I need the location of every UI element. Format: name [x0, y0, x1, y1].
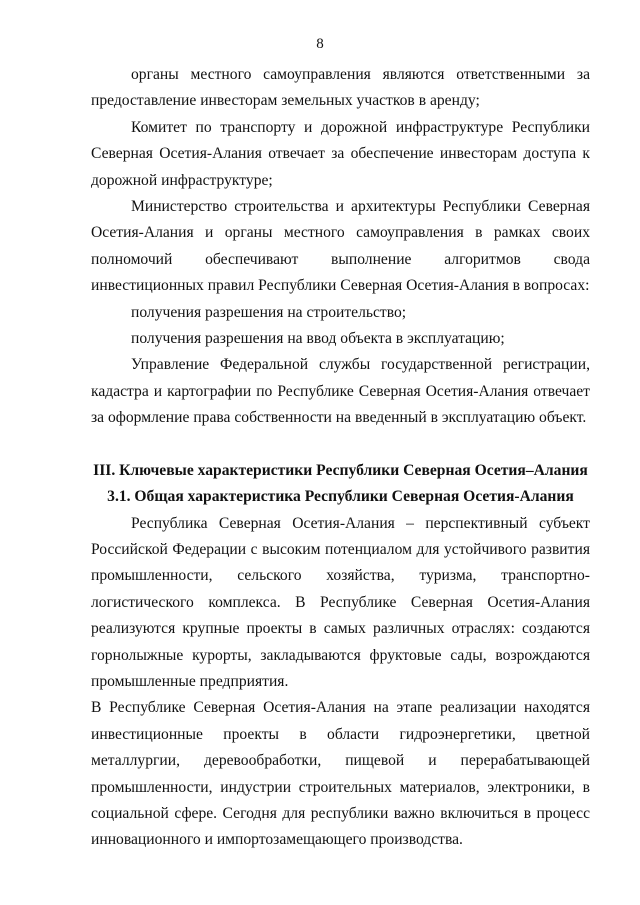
- paragraph-construction-ministry: Министерство строительства и архитектуры Республики Северная Осетия-Алания и органы местного самоуправления в рамках своих полномочий обеспечивают выполнение алгоритмов свода инвестиционных правил Республики Северная Осетия-Алания в вопросах:: [91, 198, 590, 295]
- paragraph-investment-projects: В Республике Северная Осетия-Алания на этапе реализации находятся инвестиционные проекты в области гидроэнергетики, цветной металлургии, деревообработки, пищевой и перерабатывающей промышленности, индустрии строительных материалов, электроники, в социальной сфере. Сегодня для республики важно включиться в процесс инновационного и импортозамещающего производства.: [91, 699, 590, 849]
- paragraph-general-characteristics: Республика Северная Осетия-Алания – перспективный субъект Российской Федерации с высоким потенциалом для устойчивого развития промышленности, сельского хозяйства, туризма, транспортно-логистического комплекса. В Республике Северная Осетия-Алания реализуются крупные проекты в самых различных отраслях: создаются горнолыжные курорты, закладываются фруктовые сады, возрождаются промышленные предприятия.: [91, 514, 590, 690]
- document-body: [91, 62, 590, 854]
- subsection-heading: 3.1. Общая характеристика Республики Северная Осетия-Алания: [107, 488, 574, 506]
- paragraph-transport-committee: Комитет по транспорту и дорожной инфраструктуре Республики Северная Осетия-Алания отвечает за обеспечение инвесторам доступа к дорожной инфраструктуре;: [91, 118, 590, 189]
- paragraph-land-lease: органы местного самоуправления являются ответственными за предоставление инвесторам земельных участков в аренду;: [91, 66, 590, 110]
- page-number: 8: [316, 36, 324, 52]
- list-item-commissioning-permit: получения разрешения на ввод объекта в эксплуатацию;: [131, 330, 505, 348]
- section-heading: III. Ключевые характеристики Республики Северная Осетия–Алания: [93, 461, 588, 479]
- section-spacer: [91, 432, 590, 458]
- paragraph-registration-service: Управление Федеральной службы государственной регистрации, кадастра и картографии по Республике Северная Осетия-Алания отвечает за оформление права собственности на введенный в эксплуатацию объект.: [91, 356, 590, 427]
- list-item-building-permit: получения разрешения на строительство;: [131, 303, 407, 321]
